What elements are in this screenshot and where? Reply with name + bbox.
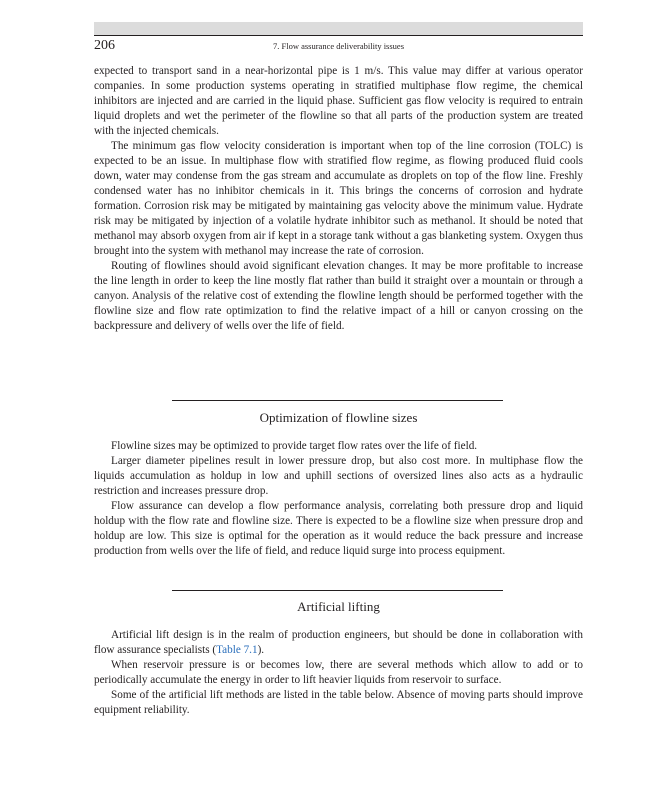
table-reference-link[interactable]: Table 7.1 bbox=[216, 644, 258, 656]
section-artificial-lifting-text bbox=[94, 628, 583, 718]
page-number: 206 bbox=[94, 38, 115, 53]
paragraph bbox=[94, 628, 583, 658]
paragraph-text: ). bbox=[257, 644, 265, 656]
paragraph: The minimum gas flow velocity consideration is important when top of the line corrosion (TOLC) is expected to be an issue. In multiphase flow with stratified flow regime, as flowing produced fluid cools down, water may condense from the gas stream and accumulate as droplets on top of the flow line. Freshly condensed water has no inhibitor chemicals in it. This brings the concerns of corrosion and hydrate formation. Corrosion risk may be mitigated by maintaining gas velocity above the minimum value. Hydrate risk may be mitigated by injection of a volatile hydrate inhibitor such as methanol. It should be noted that methanol may absorb oxygen from air if kept in a storage tank without a gas blanketing system. Oxygen thus brought into the system with methanol may increase the rate of corrosion. bbox=[94, 140, 583, 257]
paragraph: When reservoir pressure is or becomes low, there are several methods which allow to add or to periodically accumulate the energy in order to lift heavier liquids from reservoir to surface. bbox=[94, 659, 583, 686]
intro-text bbox=[94, 64, 583, 334]
paragraph: Routing of flowlines should avoid significant elevation changes. It may be more profitable to increase the line length in order to keep the line mostly flat rather than build it straight over a mountain or through a canyon. Analysis of the relative cost of extending the flowline length should be performed together with the flowline size and flow rate optimization to find the relative impact of a hill or canyon crossing on the backpressure and delivery of wells over the life of field. bbox=[94, 260, 583, 332]
paragraph: expected to transport sand in a near-horizontal pipe is 1 m/s. This value may differ at various operator companies. In some production systems operating in stratified multiphase flow regime, the chemical inhibitors are injected and are carried in the liquid phase. Sufficient gas flow velocity is required to entrain liquid droplets and wet the perimeter of the flowline so that all parts of the production system are treated with the injected chemicals. bbox=[94, 65, 583, 137]
paragraph-text: Artificial lift design is in the realm of production engineers, but should be done in collaboration with flow assurance specialists ( bbox=[94, 629, 583, 656]
section-title-flowline-sizes: Optimization of flowline sizes bbox=[259, 410, 418, 425]
paragraph: Some of the artificial lift methods are listed in the table below. Absence of moving parts should improve equipment reliability. bbox=[94, 689, 583, 716]
header-bar bbox=[94, 22, 583, 35]
page-header bbox=[94, 35, 583, 55]
paragraph: Flowline sizes may be optimized to provide target flow rates over the life of field. bbox=[111, 440, 478, 452]
running-title: 7. Flow assurance deliverability issues bbox=[272, 41, 404, 51]
section-flowline-sizes-text bbox=[94, 439, 583, 559]
section-rule bbox=[172, 590, 503, 591]
section-rule bbox=[172, 400, 503, 401]
paragraph: Larger diameter pipelines result in lower pressure drop, but also cost more. In multiphase flow the liquids accumulation as holdup in low and uphill sections of oversized lines also acts as a hydraulic restriction and increases pressure drop. bbox=[94, 455, 583, 497]
paragraph: Flow assurance can develop a flow performance analysis, correlating both pressure drop and liquid holdup with the flow rate and flowline size. There is expected to be a flowline size when pressure drop and holdup are low. This size is optimal for the operation as it would reduce the back pressure and increase production from wells over the life of field, and reduce liquid surge into process equipment. bbox=[94, 500, 583, 557]
section-title-artificial-lifting: Artificial lifting bbox=[297, 599, 380, 614]
